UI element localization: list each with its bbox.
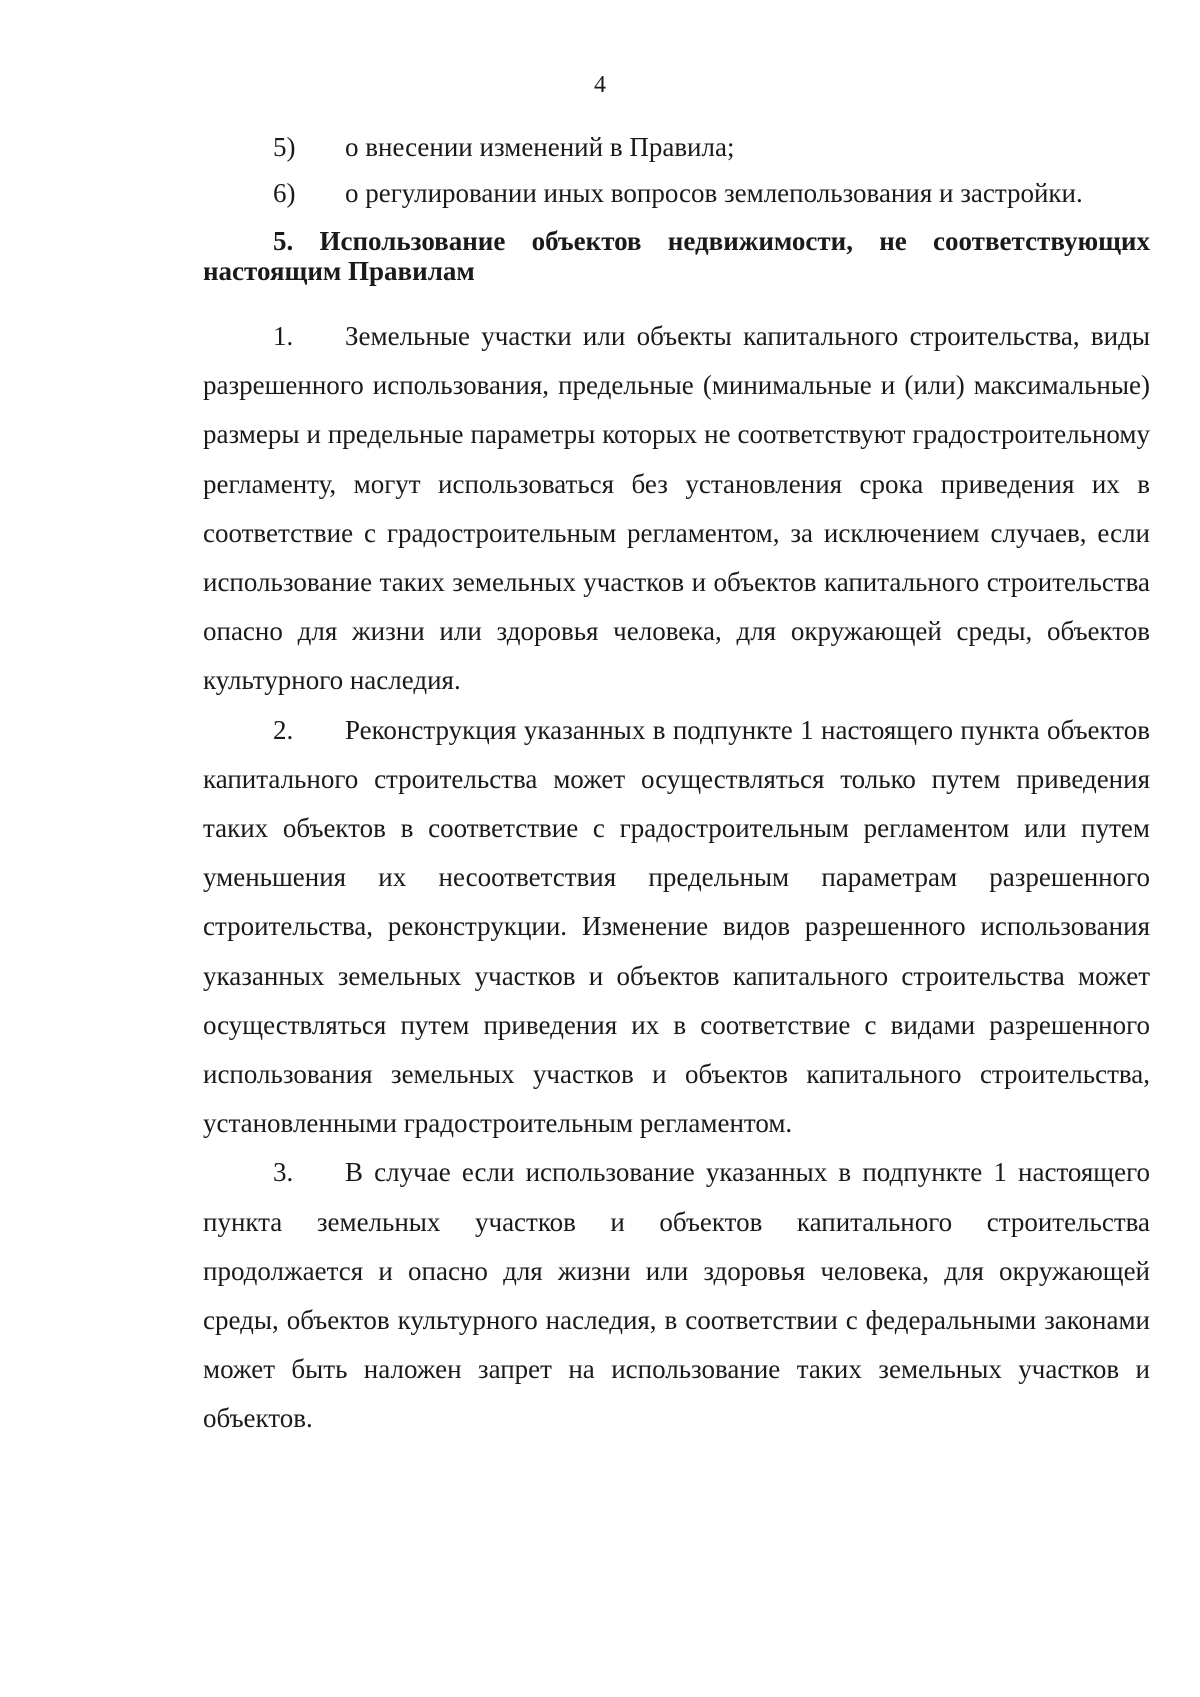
list-item-number: 5) (273, 132, 296, 162)
paragraph-2 (203, 706, 1150, 1149)
list-item-6 (203, 170, 1150, 216)
list-item-text: о регулировании иных вопросов землепользования и застройки. (345, 178, 1083, 208)
paragraph-text: В случае если использование указанных в подпункте 1 настоящего пункта земельных участков и объектов капитального строительства продолжается и опасно для жизни или здоровья человека, для окружающей среды, объектов культурного наследия, в соответствии с федеральными законами может быть наложен запрет на использование таких земельных участков и объектов. (203, 1157, 1150, 1434)
paragraph-text: Земельные участки или объекты капитального строительства, виды разрешенного использования, предельные (минимальные и (или) максимальные) размеры и предельные параметры которых не соответствуют градостроительному регламенту, могут использоваться без установления срока приведения их в соответствие с градостроительным регламентом, за исключением случаев, если использование таких земельных участков и объектов капитального строительства опасно для жизни или здоровья человека, для окружающей среды, объектов культурного наследия. (203, 321, 1150, 696)
paragraph-1 (203, 312, 1150, 706)
list-item-number: 6) (273, 178, 296, 208)
paragraph-3 (203, 1148, 1150, 1443)
paragraph-number: 1. (273, 321, 294, 351)
page-number: 4 (594, 72, 606, 98)
page-content (203, 124, 1150, 1444)
list-item-5 (203, 124, 1150, 170)
list-item-text: о внесении изменений в Правила; (345, 132, 735, 162)
paragraph-number: 3. (273, 1157, 294, 1188)
paragraph-text: Реконструкция указанных в подпункте 1 настоящего пункта объектов капитального строительства может осуществляться только путем приведения таких объектов в соответствие с градостроительным регламентом или путем уменьшения их несоответствия предельным параметрам разрешенного строительства, реконструкции. Изменение видов разрешенного использования указанных земельных участков и объектов капитального строительства может осуществляться путем приведения их в соответствие с видами разрешенного использования земельных участков и объектов капитального строительства, установленными градостроительным регламентом. (203, 714, 1150, 1139)
section-heading: 5. Использование объектов недвижимости, не соответствующих настоящим Правилам (203, 226, 1150, 286)
paragraph-number: 2. (273, 714, 294, 745)
